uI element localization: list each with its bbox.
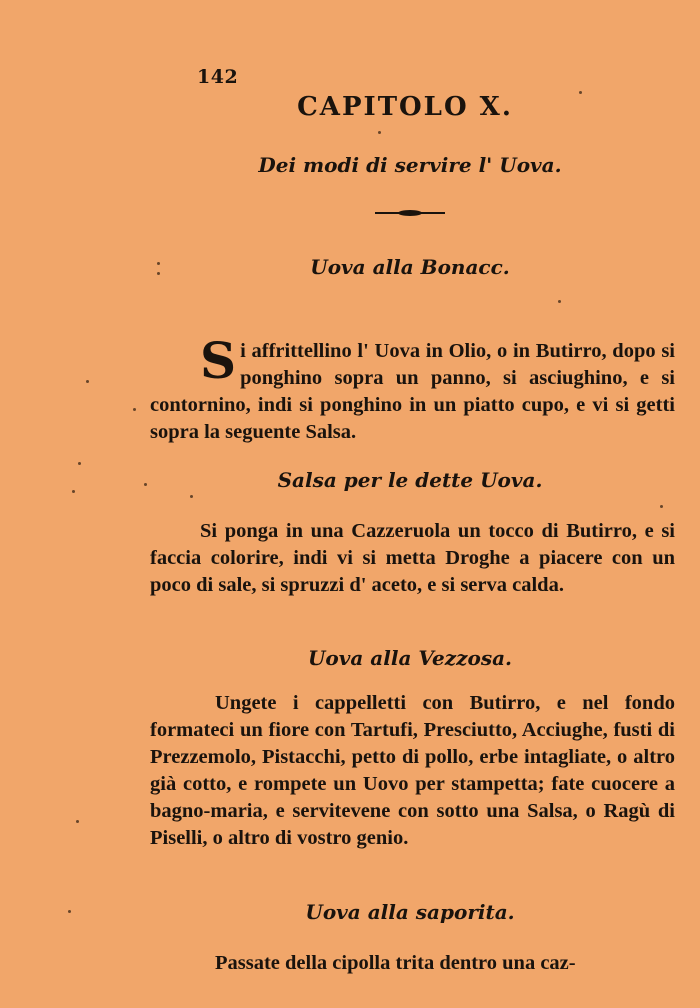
print-speck xyxy=(157,262,160,265)
paragraph-text: Passate della cipolla trita dentro una caz- xyxy=(215,952,576,974)
print-speck xyxy=(157,272,160,275)
chapter-subtitle: Dei modi di servire l' Uova. xyxy=(258,153,562,177)
recipe-heading: Uova alla saporita. xyxy=(305,900,515,924)
paragraph-text: i affrittellino l' Uova in Olio, o in Butirro, dopo si ponghino sopra un panno, si asciughino, e si contornino, indi si ponghino in un piatto cupo, e vi si getti sopra la seguente Salsa. xyxy=(150,340,675,443)
ornament-divider xyxy=(375,210,445,216)
recipe-paragraph xyxy=(150,950,675,977)
recipe-heading: Uova alla Bonacc. xyxy=(310,255,510,279)
page-number: 142 xyxy=(197,66,239,88)
print-speck xyxy=(133,408,136,411)
recipe-heading: Salsa per le dette Uova. xyxy=(277,468,543,492)
print-speck xyxy=(78,462,81,465)
drop-cap: S xyxy=(200,331,237,390)
print-speck xyxy=(86,380,89,383)
print-speck xyxy=(579,91,582,94)
chapter-title: CAPITOLO X. xyxy=(297,92,513,122)
paragraph-text: Ungete i cappelletti con Butirro, e nel fondo formateci un fiore con Tartufi, Presciutto, Acciughe, fusti di Prezzemolo, Pistacchi, petto di pollo, erbe intagliate, o altro già cotto, e rompete un Uovo per stampetta; fate cuocere a bagno-maria, e servitevene con sotto una Salsa, o Ragù di Piselli, o altro di vostro genio. xyxy=(150,692,675,849)
print-speck xyxy=(190,495,193,498)
print-speck xyxy=(76,820,79,823)
recipe-paragraph xyxy=(150,518,675,599)
recipe-heading: Uova alla Vezzosa. xyxy=(307,646,513,670)
paragraph-text: Si ponga in una Cazzeruola un tocco di Butirro, e si faccia colorire, indi vi si metta Droghe a piacere con un poco di sale, si spruzzi d' aceto, e si serva calda. xyxy=(150,520,675,596)
print-speck xyxy=(558,300,561,303)
recipe-paragraph xyxy=(150,331,675,446)
print-speck xyxy=(378,131,381,134)
recipe-paragraph xyxy=(150,690,675,852)
print-speck xyxy=(660,505,663,508)
print-speck xyxy=(72,490,75,493)
print-speck xyxy=(68,910,71,913)
print-speck xyxy=(144,483,147,486)
